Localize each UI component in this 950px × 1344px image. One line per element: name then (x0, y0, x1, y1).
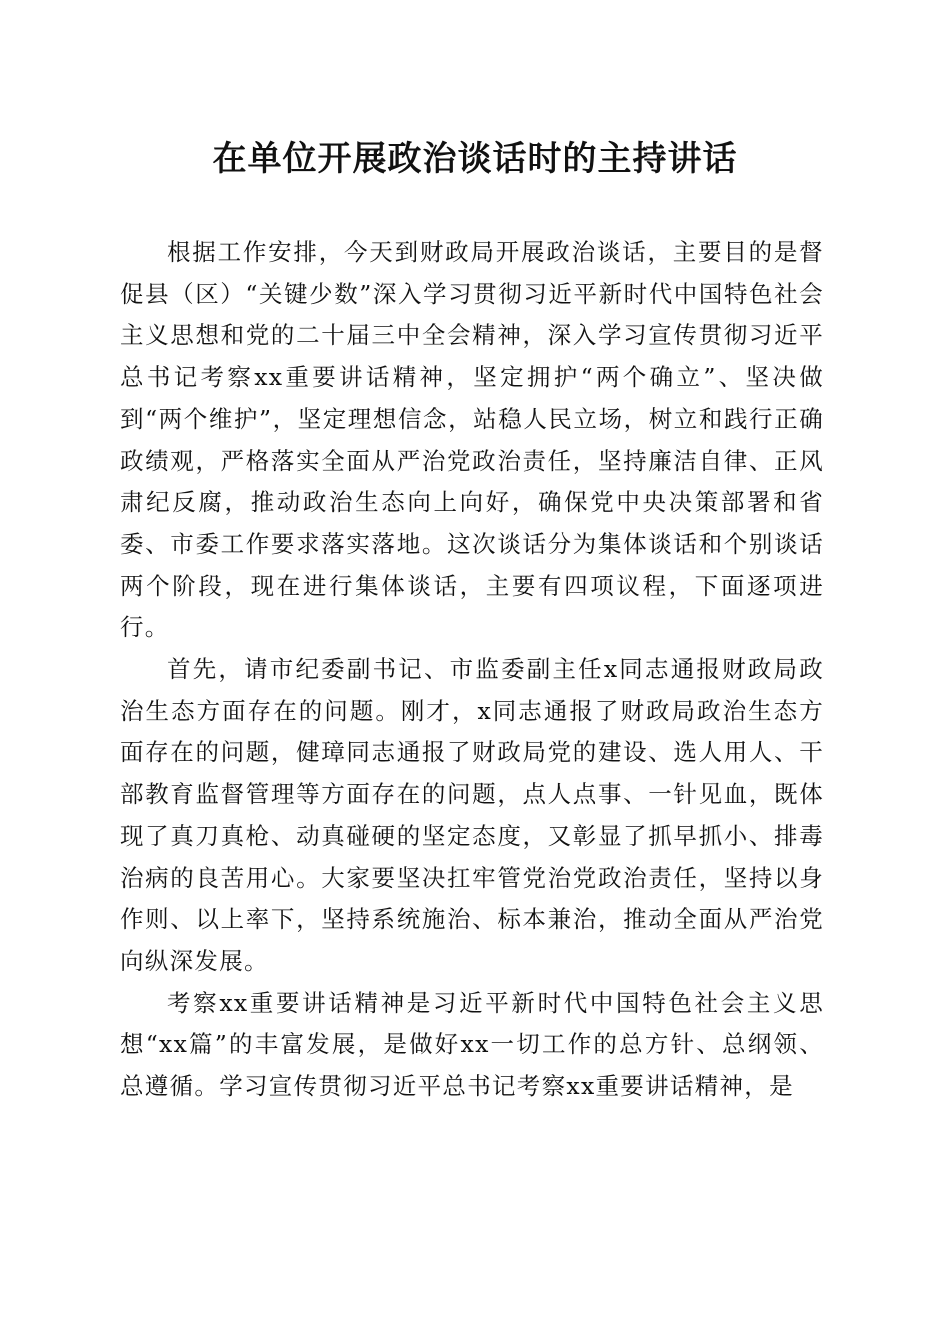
paragraph-3: 考察xx重要讲话精神是习近平新时代中国特色社会主义思想“xx篇”的丰富发展，是做好xx一切工作的总方针、总纲领、总遵循。学习宣传贯彻习近平总书记考察xx重要讲话精神，是 (120, 988, 824, 1101)
document-title: 在单位开展政治谈话时的主持讲话 (212, 139, 738, 179)
paragraph-1: 根据工作安排，今天到财政局开展政治谈话，主要目的是督促县（区）“关键少数”深入学习贯彻习近平新时代中国特色社会主义思想和党的二十届三中全会精神，深入学习宣传贯彻习近平总书记考察xx重要讲话精神，坚定拥护“两个确立”、坚决做到“两个维护”，坚定理想信念，站稳人民立场，树立和践行正确政绩观，严格落实全面从严治党政治责任，坚持廉洁自律、正风肃纪反腐，推动政治生态向上向好，确保党中央决策部署和省委、市委工作要求落实落地。这次谈话分为集体谈话和个别谈话两个阶段，现在进行集体谈话，主要有四项议程，下面逐项进行。 (120, 238, 824, 642)
document-body (120, 232, 824, 1108)
paragraph-2: 首先，请市纪委副书记、市监委副主任x同志通报财政局政治生态方面存在的问题。刚才，x同志通报了财政局政治生态方面存在的问题，健璋同志通报了财政局党的建设、选人用人、干部教育监督管理等方面存在的问题，点人点事、一针见血，既体现了真刀真枪、动真碰硬的坚定态度，又彰显了抓早抓小、排毒治病的良苦用心。大家要坚决扛牢管党治党政治责任，坚持以身作则、以上率下，坚持系统施治、标本兼治，推动全面从严治党向纵深发展。 (120, 655, 824, 975)
